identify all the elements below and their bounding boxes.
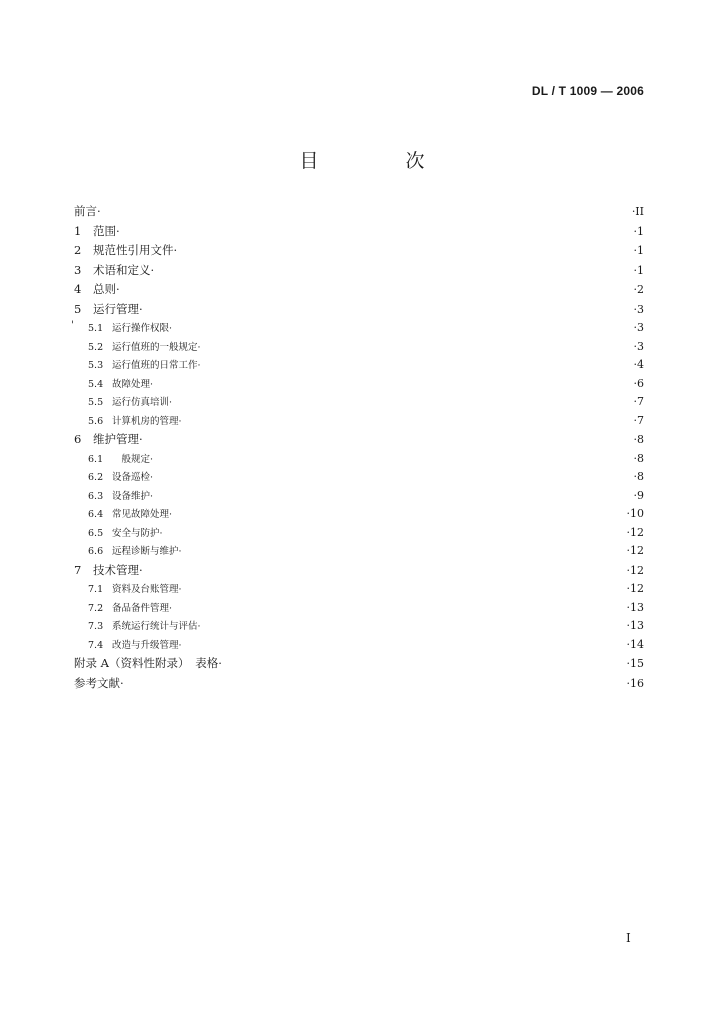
toc-entry-title: 参考文献· [74, 675, 124, 690]
toc-entry-page: ·12 [626, 563, 644, 577]
toc-entry-number: 5.4 [88, 378, 104, 390]
toc-entry[interactable] [74, 600, 644, 619]
toc-entry-number: 7.4 [88, 639, 104, 651]
toc-entry-number: 6 [74, 432, 82, 446]
toc-entry-title: 计算机房的管理· [112, 415, 182, 427]
toc-entry-number: 2 [74, 243, 82, 257]
toc-entry-page: ·6 [633, 376, 644, 390]
toc-entry-page: ·12 [626, 582, 644, 595]
toc-entry-title: 般规定· [112, 453, 154, 465]
toc-entry-number: 6.6 [88, 546, 104, 557]
toc-entry-page: ·14 [626, 637, 644, 651]
toc-entry-title: 规范性引用文件· [93, 243, 178, 257]
toc-entry-title: 远程诊断与维护· [112, 546, 182, 557]
toc-entry[interactable] [74, 506, 644, 525]
toc-entry-page: ·7 [633, 395, 644, 408]
stray-mark: ' [71, 320, 74, 331]
toc-entry[interactable] [74, 339, 644, 358]
toc-entry-number: 3 [74, 262, 82, 277]
toc-entry-number: 5.6 [88, 415, 104, 427]
toc-entry[interactable] [71, 320, 644, 339]
standard-code: DL / T 1009 — 2006 [531, 84, 644, 98]
toc-entry-title: 系统运行统计与评估· [112, 621, 201, 632]
toc-entry-page: ·10 [626, 507, 644, 520]
toc-entry[interactable] [74, 203, 644, 223]
toc-entry-number: 7.3 [88, 621, 104, 632]
toc-entry[interactable] [74, 357, 644, 376]
toc-entry-number: 5.1 [88, 323, 104, 334]
toc-entry-title: 常见故障处理· [112, 509, 173, 520]
toc-entry-title: 运行值班的日常工作· [112, 360, 201, 371]
toc-entry-number: 1 [74, 223, 82, 238]
toc-entry-page: ·16 [626, 676, 644, 690]
toc-entry-page: ·13 [626, 600, 644, 614]
toc-entry-title: 设备维护· [112, 490, 154, 502]
toc-entry-title: 术语和定义· [93, 262, 155, 277]
toc-entry-number: 4 [74, 282, 82, 296]
toc-entry[interactable] [74, 281, 644, 301]
toc-entry-page: ·8 [633, 470, 644, 483]
toc-entry-title: 资料及台账管理· [112, 584, 182, 595]
toc-entry-page: ·7 [633, 413, 644, 427]
toc-entry-title: 改造与升级管理· [112, 639, 182, 651]
toc-entry-title: 备品备件管理· [112, 602, 173, 614]
toc-entry-number: 7.2 [88, 602, 104, 614]
toc-entry[interactable] [74, 469, 644, 488]
toc-entry-number: 5 [74, 301, 82, 316]
toc-entry-page: ·8 [633, 451, 644, 465]
toc-entry-page: ·8 [633, 433, 644, 446]
toc-entry-page: ·2 [633, 283, 644, 296]
toc-entry-title: 范围· [93, 223, 120, 238]
toc-title: 目 次 [299, 150, 459, 172]
toc-entry-page: ·13 [626, 619, 644, 632]
toc-entry-number: 7 [74, 562, 82, 577]
page-number: I [626, 931, 631, 945]
toc-entry[interactable] [74, 376, 644, 395]
toc-entry[interactable] [74, 413, 644, 432]
toc-entry-number: 5.5 [88, 397, 104, 408]
table-of-contents [71, 203, 644, 694]
toc-entry-title: 运行值班的一般规定· [112, 341, 201, 353]
toc-entry[interactable] [74, 223, 644, 243]
toc-entry-number: 6.2 [88, 472, 104, 483]
toc-entry[interactable] [74, 301, 644, 321]
toc-entry-page: ·9 [633, 488, 644, 502]
toc-entry-page: ·4 [633, 358, 644, 371]
toc-entry-number: 6.4 [88, 509, 104, 520]
toc-entry-title: 总则· [93, 282, 120, 296]
toc-entry[interactable] [74, 451, 644, 470]
toc-entry[interactable] [74, 262, 644, 282]
toc-entry-page: ·3 [633, 321, 644, 334]
toc-entry-title: 附录 A（资料性附录） 表格· [74, 656, 222, 670]
toc-entry[interactable] [74, 242, 644, 262]
toc-entry[interactable] [74, 581, 644, 600]
toc-entry-title: 前言· [74, 204, 101, 218]
toc-entry-number: 5.2 [88, 341, 104, 353]
toc-entry-title: 设备巡检· [112, 472, 154, 483]
toc-entry-page: ·1 [633, 244, 644, 257]
toc-entry[interactable] [74, 562, 644, 582]
toc-entry-title: 运行操作权限· [112, 323, 173, 334]
toc-entry-title: 技术管理· [93, 562, 143, 577]
toc-entry[interactable] [74, 394, 644, 413]
toc-entry-number: 6.1 [88, 453, 104, 465]
toc-entry-number: 7.1 [88, 584, 104, 595]
toc-entry-page: ·12 [626, 525, 644, 539]
toc-entry-title: 运行管理· [93, 301, 143, 316]
toc-entry-number: 6.5 [88, 527, 104, 539]
toc-entry-title: 故障处理· [112, 378, 154, 390]
toc-entry-page: ·II [631, 205, 644, 218]
toc-entry-page: ·1 [633, 263, 644, 277]
toc-entry[interactable] [74, 618, 644, 637]
toc-entry-number: 6.3 [88, 490, 104, 502]
toc-entry[interactable] [74, 525, 644, 544]
toc-entry-page: ·1 [633, 224, 644, 238]
toc-entry[interactable] [74, 543, 644, 562]
toc-entry[interactable] [74, 431, 644, 451]
toc-entry[interactable] [74, 488, 644, 507]
toc-entry-title: 维护管理· [93, 432, 143, 446]
toc-entry-page: ·3 [633, 339, 644, 353]
toc-entry-title: 安全与防护· [112, 527, 163, 539]
toc-entry-number: 5.3 [88, 360, 104, 371]
toc-entry[interactable] [74, 637, 644, 656]
toc-entry-page: ·3 [633, 302, 644, 316]
toc-entry-page: ·12 [626, 544, 644, 557]
toc-entry-page: ·15 [626, 657, 644, 670]
toc-entry-title: 运行仿真培训· [112, 397, 173, 408]
toc-entry[interactable] [74, 675, 644, 695]
toc-entry[interactable] [74, 655, 644, 675]
